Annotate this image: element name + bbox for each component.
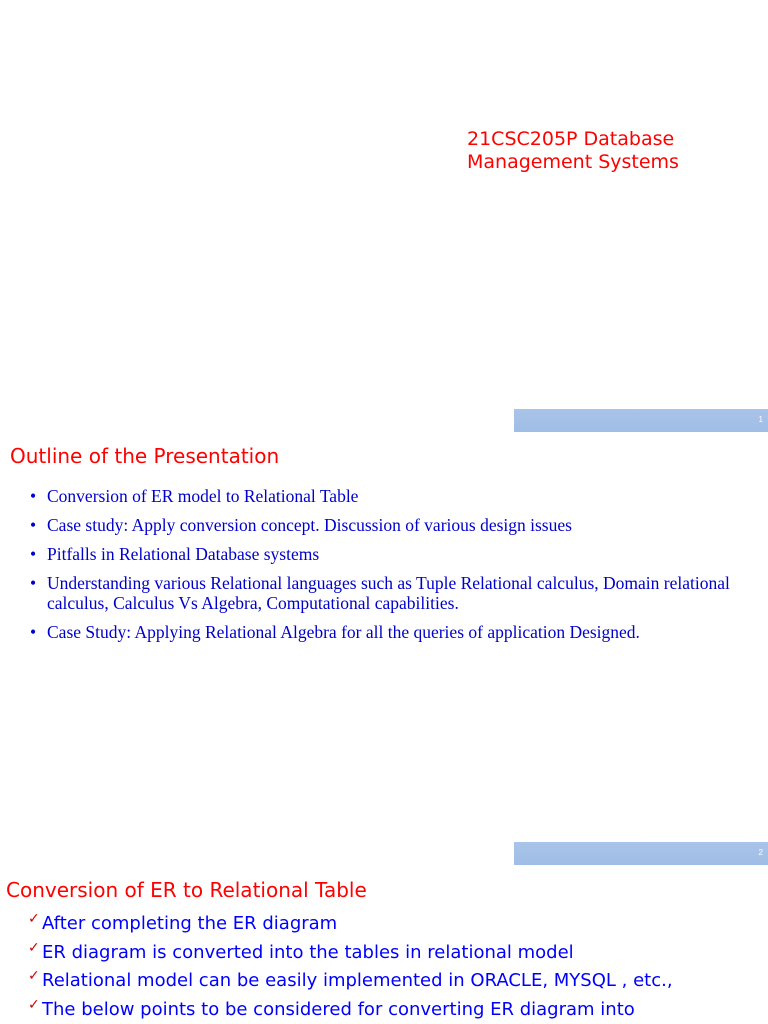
outline-list <box>30 486 750 651</box>
list-item-text: Relational model can be easily implemented in ORACLE, MYSQL , etc., <box>42 970 673 991</box>
list-item-text: Case study: Apply conversion concept. Discussion of various design issues <box>47 515 572 535</box>
bullet-dot-icon: • <box>30 486 37 506</box>
bullet-dot-icon: • <box>30 544 37 564</box>
list-item <box>28 939 768 963</box>
checkmark-icon: ✓ <box>28 968 40 984</box>
slide-3 <box>0 866 768 1024</box>
slide-1 <box>0 0 768 432</box>
checkmark-icon: ✓ <box>28 996 40 1013</box>
list-item <box>28 913 768 934</box>
page-number: 1 <box>758 415 763 424</box>
bullet-dot-icon: • <box>30 515 37 535</box>
checkmark-icon: ✓ <box>28 911 40 927</box>
list-item-text: Conversion of ER model to Relational Table <box>47 486 359 506</box>
list-item <box>30 486 750 506</box>
course-title <box>467 128 679 174</box>
bullet-dot-icon: • <box>30 573 37 593</box>
list-item-text: ER diagram is converted into the tables in relational model <box>42 941 574 963</box>
course-title-line-1: 21CSC205P Database <box>467 128 675 150</box>
list-item-text: Case Study: Applying Relational Algebra for all the queries of application Designed. <box>47 622 640 642</box>
slide-heading: Conversion of ER to Relational Table <box>6 878 367 902</box>
slide-2 <box>0 432 768 866</box>
slide-footer-bar <box>514 409 768 432</box>
bullet-dot-icon: • <box>30 622 37 642</box>
page-number: 2 <box>758 848 763 857</box>
slide-footer-bar <box>514 842 768 865</box>
list-item <box>30 515 750 535</box>
list-item-text: After completing the ER diagram <box>42 913 338 934</box>
slide-heading: Outline of the Presentation <box>10 444 280 468</box>
list-item <box>28 996 768 1020</box>
checkmark-icon: ✓ <box>28 939 40 956</box>
list-item <box>30 573 750 613</box>
list-item <box>30 544 750 564</box>
course-title-line-2: Management Systems <box>467 151 679 173</box>
list-item <box>28 970 768 991</box>
checklist <box>28 913 768 1024</box>
list-item-text: Pitfalls in Relational Database systems <box>47 544 320 564</box>
list-item-text: The below points to be considered for converting ER diagram into <box>42 998 635 1020</box>
list-item-text: Understanding various Relational languages such as Tuple Relational calculus, Domain relational calculus, Calculus Vs Algebra, Computational capabilities. <box>47 573 730 613</box>
list-item <box>30 622 750 642</box>
